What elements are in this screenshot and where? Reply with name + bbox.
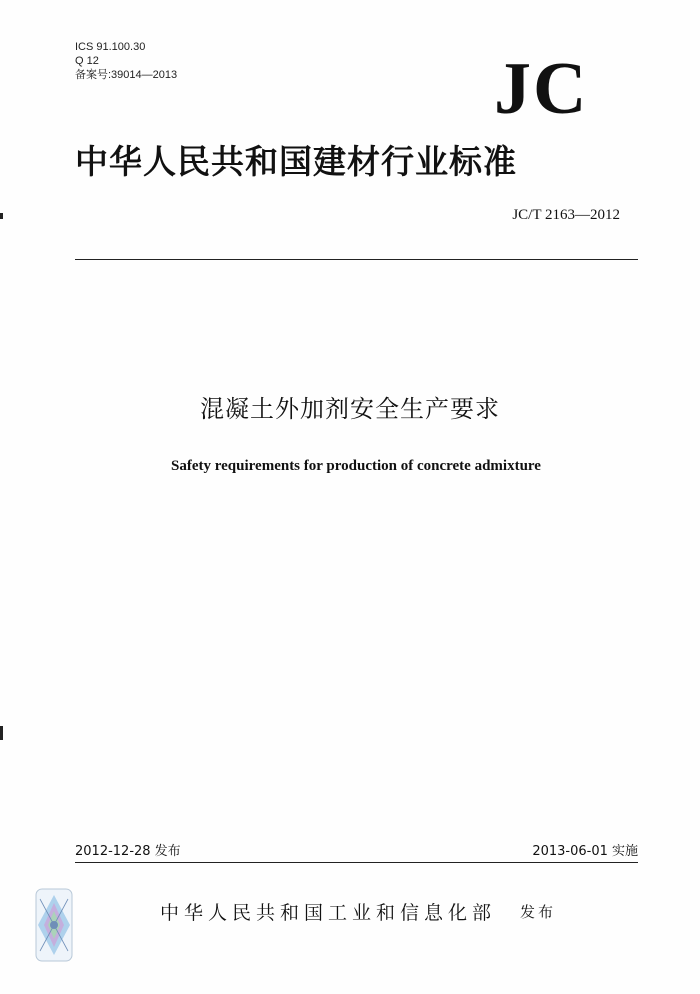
anti-counterfeit-hologram-icon [30, 885, 78, 965]
implementation-date: 2013-06-01 实施 [532, 844, 638, 859]
classification-block [75, 40, 177, 82]
document-title-en: Safety requirements for production of concrete admixture [171, 458, 541, 474]
ccs-code: Q 12 [75, 55, 99, 67]
standard-number: JC/T 2163—2012 [512, 207, 620, 223]
issue-date: 2012-12-28 发布 [75, 844, 181, 859]
industry-standard-title: 中华人民共和国建材行业标准 [75, 142, 517, 181]
jc-logo: JC [494, 48, 589, 130]
record-number: 备案号:39014—2013 [75, 69, 178, 81]
footer-divider [75, 862, 638, 863]
header-divider [75, 259, 638, 260]
issuing-authority: 中华人民共和国工业和信息化部 [160, 902, 497, 924]
ics-code: ICS 91.100.30 [75, 41, 146, 53]
issuing-label: 发布 [520, 903, 557, 921]
scan-edge-mark [0, 213, 3, 219]
scan-edge-mark [0, 726, 3, 740]
document-title-cn: 混凝土外加剂安全生产要求 [200, 395, 500, 423]
